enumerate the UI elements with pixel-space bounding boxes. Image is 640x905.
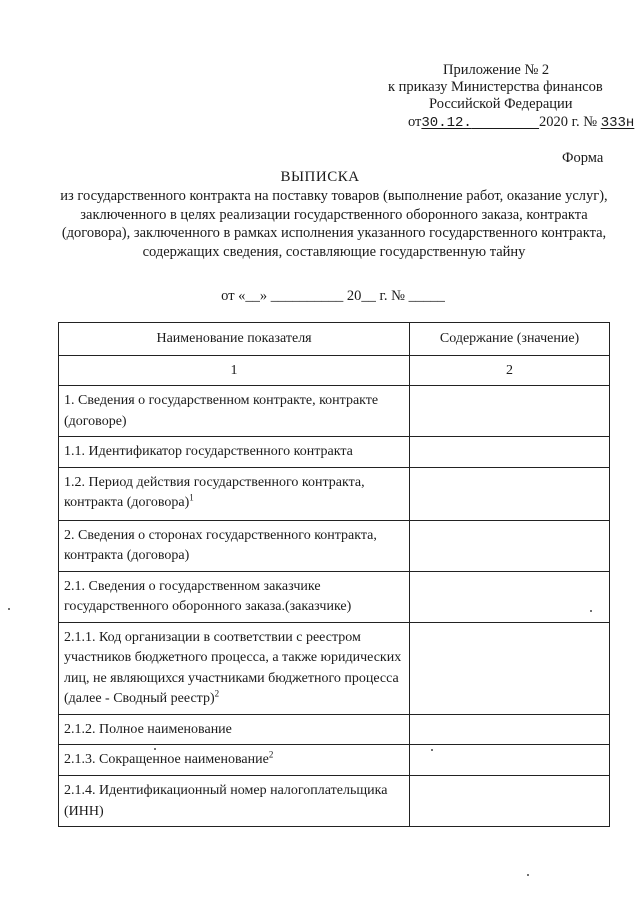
date-prefix: от [408,114,422,130]
table-row [59,571,610,622]
appendix-number: Приложение № 2 [443,62,550,78]
footnote-mark: 2 [268,749,274,760]
row-label: 2.1.1. Код организации в соответствии с реестром участников бюджетного процесса, а также юридических лиц, не являющихся участниками бюджетного процесса (далее - Сводный реестр)$^2$ [64,629,402,706]
row-label: 1. Сведения о государственном контракте, контракте (договоре) [64,393,379,429]
appendix-federation: Российской Федерации [429,96,573,112]
scan-speck [154,748,156,750]
row-value [410,776,610,827]
order-year: 2020 г. № [539,114,598,130]
row-label: 1.1. Идентификатор государственного контракта [64,444,353,459]
appendix-order-ref: к приказу Министерства финансов [388,79,603,95]
column-number-1: 1 [59,356,410,386]
table-row [59,776,610,827]
row-value [410,386,610,437]
form-label: Форма [562,150,604,166]
document-title: ВЫПИСКА [280,169,360,185]
scan-speck [527,874,529,876]
table-row [59,745,610,776]
header-indicator-name: Наименование показателя [59,323,410,356]
table-row [59,622,610,714]
row-value [410,745,610,776]
table-row [59,386,610,437]
row-label: 2.1.4. Идентификационный номер налогоплательщика (ИНН) [64,783,388,819]
document-subtitle: из государственного контракта на поставку товаров (выполнение работ, оказание услуг), заключенного в целях реализации государственного оборонного заказа, контракта (договора), заключенного в рамках исполнения указанного государственного контракта, содержащих сведения, составляющие государственную тайну [60,188,608,260]
row-value [410,520,610,571]
row-label: 2.1.2. Полное наименование [64,721,232,737]
table-row [59,714,610,745]
footnote-mark: 1 [189,492,194,503]
order-number: 333н [600,115,635,131]
column-number-2: 2 [410,356,610,386]
order-date: 30.12. [421,115,472,131]
appendix-date-line [408,114,634,132]
table-row [59,520,610,571]
scan-speck [431,749,433,751]
header-content-value: Содержание (значение) [410,323,610,356]
row-value [410,714,610,745]
table-row [59,437,610,468]
row-label: 2.1. Сведения о государственном заказчике государственного оборонного заказа.(заказчике) [64,578,352,614]
row-value [410,467,610,520]
scan-speck [8,608,10,610]
row-value [410,571,610,622]
row-label: 2.1.3. Сокращенное наименование$^2$ [64,749,274,767]
column-number-row [59,356,610,386]
extract-date-line: от «__» __________ 20__ г. № _____ [221,288,445,304]
row-label: 2. Сведения о сторонах государственного контракта, контракта (договора) [64,527,377,563]
row-value [410,437,610,468]
row-value [410,622,610,714]
footnote-mark: 2 [214,688,220,699]
row-label: 1.2. Период действия государственного контракта, контракта (договора)$^1$ [64,474,365,510]
table-header-row [59,323,610,356]
scan-speck [590,610,592,612]
indicators-table [58,322,610,827]
table-row [59,467,610,520]
